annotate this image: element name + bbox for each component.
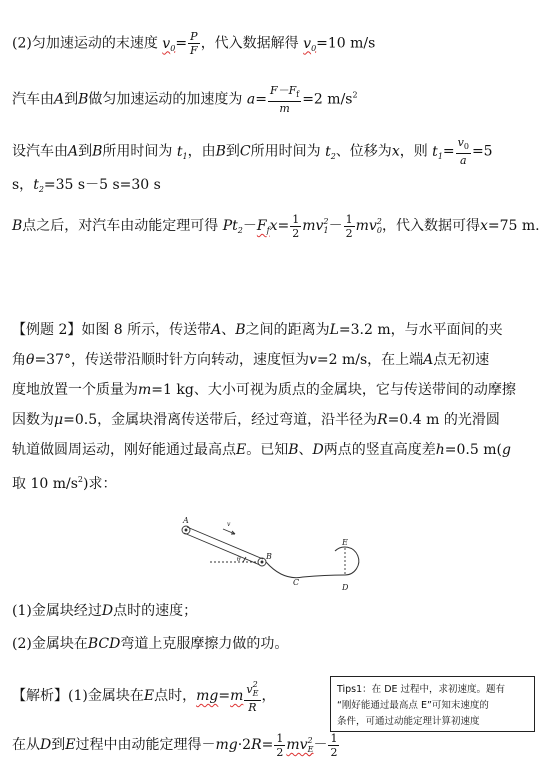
example-line-3 bbox=[12, 380, 516, 400]
var-pt2: $Pt_2$ bbox=[222, 218, 243, 235]
var-v: v bbox=[308, 352, 317, 368]
text: (1)金属块经过 bbox=[12, 603, 102, 619]
solution-line-2 bbox=[12, 731, 340, 760]
example-line-4 bbox=[12, 410, 500, 430]
superscript: 2 bbox=[77, 475, 83, 484]
tips-line-2: “刚好能通过最高点 E”可知末速度的 bbox=[337, 700, 489, 711]
equals: = bbox=[277, 218, 290, 234]
equals: = bbox=[261, 737, 274, 753]
text: 。已知 bbox=[246, 442, 289, 458]
var-m: m bbox=[230, 688, 244, 704]
equals: = bbox=[175, 35, 188, 52]
question-1 bbox=[12, 601, 197, 621]
var-mg: mg bbox=[215, 737, 238, 753]
var-x: x bbox=[391, 143, 400, 160]
text: =2 m/s bbox=[302, 91, 353, 108]
text: 点无初速 bbox=[433, 352, 490, 368]
point-a: A bbox=[54, 91, 65, 108]
text: 度地放置一个质量为 bbox=[12, 382, 138, 398]
var-ff: $F_f$ bbox=[256, 218, 270, 235]
var-r: R bbox=[251, 737, 262, 753]
var-mve: $mv^2_E$ bbox=[286, 736, 314, 754]
pulley-b-hub bbox=[261, 561, 263, 563]
text: =5 bbox=[471, 143, 493, 160]
var-v0: $v_0$ bbox=[162, 35, 176, 53]
superscript: 2 bbox=[352, 90, 358, 100]
text: ， bbox=[261, 688, 276, 704]
example-line-1 bbox=[12, 320, 503, 340]
label-v: v bbox=[227, 521, 231, 528]
text: 在从 bbox=[12, 737, 40, 753]
text: 【例题 2】如图 8 所示，传送带 bbox=[12, 322, 212, 338]
fraction-half: $\frac{1}{2}$ bbox=[345, 212, 353, 240]
var-h: h bbox=[435, 442, 445, 458]
text: =0.4 m 的光滑圆 bbox=[387, 412, 500, 428]
label-b: B bbox=[266, 552, 272, 561]
var-v0: $v_0$ bbox=[303, 35, 317, 53]
text: =0.5，金属块滑离传送带后，经过弯道，沿半径为 bbox=[63, 412, 378, 428]
text: ·2 bbox=[237, 737, 252, 753]
point-e: E bbox=[143, 688, 155, 704]
text: ，代入数据解得 bbox=[200, 35, 299, 52]
text: 角 bbox=[12, 352, 26, 368]
circular-track bbox=[335, 547, 359, 575]
text: 点之后，对汽车由动能定理可得 bbox=[22, 218, 219, 234]
var-mu: μ bbox=[54, 412, 64, 428]
label-theta: θ bbox=[237, 556, 241, 563]
label-e: E bbox=[342, 538, 348, 547]
text: 点时的速度； bbox=[113, 603, 198, 619]
point-a: A bbox=[68, 143, 79, 160]
var-t1: $t_1$ bbox=[432, 143, 443, 161]
conveyor-diagram bbox=[175, 515, 385, 600]
text: =3.2 m，与水平面间的夹 bbox=[338, 322, 503, 338]
text: 因数为 bbox=[12, 412, 54, 428]
point-d: D bbox=[101, 603, 114, 619]
belt-bottom-edge bbox=[184, 533, 260, 565]
var-r: R bbox=[377, 412, 388, 428]
question-2 bbox=[12, 634, 288, 654]
text: 到 bbox=[64, 91, 79, 108]
fraction-force: $\frac{F-F_f}{m}$ bbox=[269, 84, 300, 115]
fraction-ve-over-r: $\frac{v^2_E}{R}$ bbox=[246, 680, 259, 714]
text: － bbox=[313, 737, 328, 753]
text-line-acceleration bbox=[12, 84, 358, 115]
var-m: m bbox=[138, 382, 152, 398]
fraction-half: $\frac{1}{2}$ bbox=[276, 731, 284, 759]
velocity-arrow bbox=[223, 529, 235, 534]
text: 取 10 m/s bbox=[12, 476, 78, 492]
tips-line-1: Tips1：在 DE 过程中，求初速度。题有 bbox=[337, 684, 506, 695]
text-line-time bbox=[12, 136, 493, 167]
point-b: B bbox=[288, 442, 299, 458]
text: s， bbox=[12, 177, 34, 193]
text: 、 bbox=[221, 322, 236, 338]
point-d: D bbox=[40, 737, 52, 753]
segment-bcd: BCD bbox=[87, 636, 121, 652]
text: － bbox=[242, 218, 257, 234]
point-d: D bbox=[312, 442, 324, 458]
fraction-half: $\frac{1}{2}$ bbox=[330, 731, 338, 759]
example-line-2 bbox=[12, 350, 489, 370]
var-theta: θ bbox=[26, 352, 35, 368]
tips-line-3: 条件，可通过动能定理计算初速度 bbox=[337, 716, 480, 727]
point-e: E bbox=[65, 737, 76, 753]
text-line-energy-theorem bbox=[12, 212, 540, 241]
var-mv1: $mv^2_1$ bbox=[302, 217, 329, 235]
belt-top-edge bbox=[187, 527, 263, 559]
text: 弯道上克服摩擦力做的功。 bbox=[120, 636, 289, 652]
point-b: B bbox=[12, 218, 23, 234]
point-b: B bbox=[92, 143, 103, 160]
pulley-a-hub bbox=[185, 529, 187, 531]
var-x: x bbox=[269, 218, 278, 234]
text: 做匀加速运动的加速度为 bbox=[88, 91, 243, 108]
equals: = bbox=[442, 143, 455, 160]
text: － bbox=[328, 218, 343, 234]
var-x: x bbox=[479, 218, 488, 234]
text: 、位移为 bbox=[335, 143, 392, 160]
text: =10 m/s bbox=[316, 35, 376, 52]
point-a: A bbox=[211, 322, 222, 338]
var-t2: $t_2$ bbox=[325, 143, 336, 161]
fraction-v0-over-a: $\frac{v_0}{a}$ bbox=[457, 136, 469, 167]
text: ，代入数据可得 bbox=[381, 218, 480, 234]
text: )求： bbox=[83, 476, 117, 492]
text: 设汽车由 bbox=[12, 143, 68, 160]
text: ，由 bbox=[187, 143, 216, 160]
text: 到 bbox=[78, 143, 93, 160]
var-mg: mg bbox=[196, 688, 219, 704]
text: =2 m/s，在上端 bbox=[316, 352, 424, 368]
fraction-half: $\frac{1}{2}$ bbox=[292, 212, 300, 240]
equals: = bbox=[255, 91, 267, 108]
point-e: E bbox=[236, 442, 247, 458]
text: 【解析】(1)金属块在 bbox=[12, 688, 144, 704]
text: 到 bbox=[51, 737, 66, 753]
point-b: B bbox=[78, 91, 89, 108]
example-line-6 bbox=[12, 470, 116, 494]
solution-line-1 bbox=[12, 678, 276, 714]
label-c: C bbox=[293, 578, 300, 587]
text: ，则 bbox=[399, 143, 428, 160]
text: 轨道做圆周运动，刚好能通过最高点 bbox=[12, 442, 236, 458]
text: 点时， bbox=[154, 688, 197, 704]
text: 所用时间为 bbox=[250, 143, 321, 160]
text: =37°，传送带沿顺时针方向转动，速度恒为 bbox=[34, 352, 309, 368]
var-a: a bbox=[246, 91, 256, 108]
label-a: A bbox=[183, 516, 189, 525]
var-l: L bbox=[329, 322, 339, 338]
text: (2)金属块在 bbox=[12, 636, 88, 652]
point-b: B bbox=[235, 322, 246, 338]
point-c: C bbox=[239, 143, 251, 160]
text: 之间的距离为 bbox=[245, 322, 330, 338]
text-line-time-result bbox=[12, 175, 161, 200]
text: 汽车由 bbox=[12, 91, 54, 108]
text: 过程中由动能定理得－ bbox=[75, 737, 216, 753]
text: 、 bbox=[298, 442, 313, 458]
fraction-p-over-f: $\frac{P}{F}$ bbox=[190, 30, 198, 57]
var-t1: $t_1$ bbox=[176, 143, 188, 161]
text: =75 m. bbox=[487, 218, 540, 234]
var-t2: $t_2$ bbox=[33, 177, 44, 194]
tips-callout-box bbox=[330, 676, 535, 732]
text: =1 kg、大小可视为质点的金属块，它与传送带间的动摩擦 bbox=[151, 382, 516, 398]
equals: = bbox=[218, 688, 231, 704]
var-mv0: $mv^2_0$ bbox=[355, 217, 382, 235]
text: 两点的竖直高度差 bbox=[323, 442, 436, 458]
text: 所用时间为 bbox=[102, 143, 173, 160]
text: =35 s－5 s=30 s bbox=[43, 177, 161, 193]
text: 到 bbox=[225, 143, 240, 160]
point-a: A bbox=[423, 352, 434, 368]
text: =0.5 m( bbox=[444, 442, 502, 458]
example-line-5 bbox=[12, 440, 511, 460]
point-b: B bbox=[215, 143, 226, 160]
var-g: g bbox=[501, 442, 511, 458]
text-line-final-velocity bbox=[12, 30, 375, 59]
text: (2)匀加速运动的末速度 bbox=[12, 35, 158, 52]
label-d: D bbox=[342, 583, 349, 592]
curved-track bbox=[266, 562, 345, 578]
